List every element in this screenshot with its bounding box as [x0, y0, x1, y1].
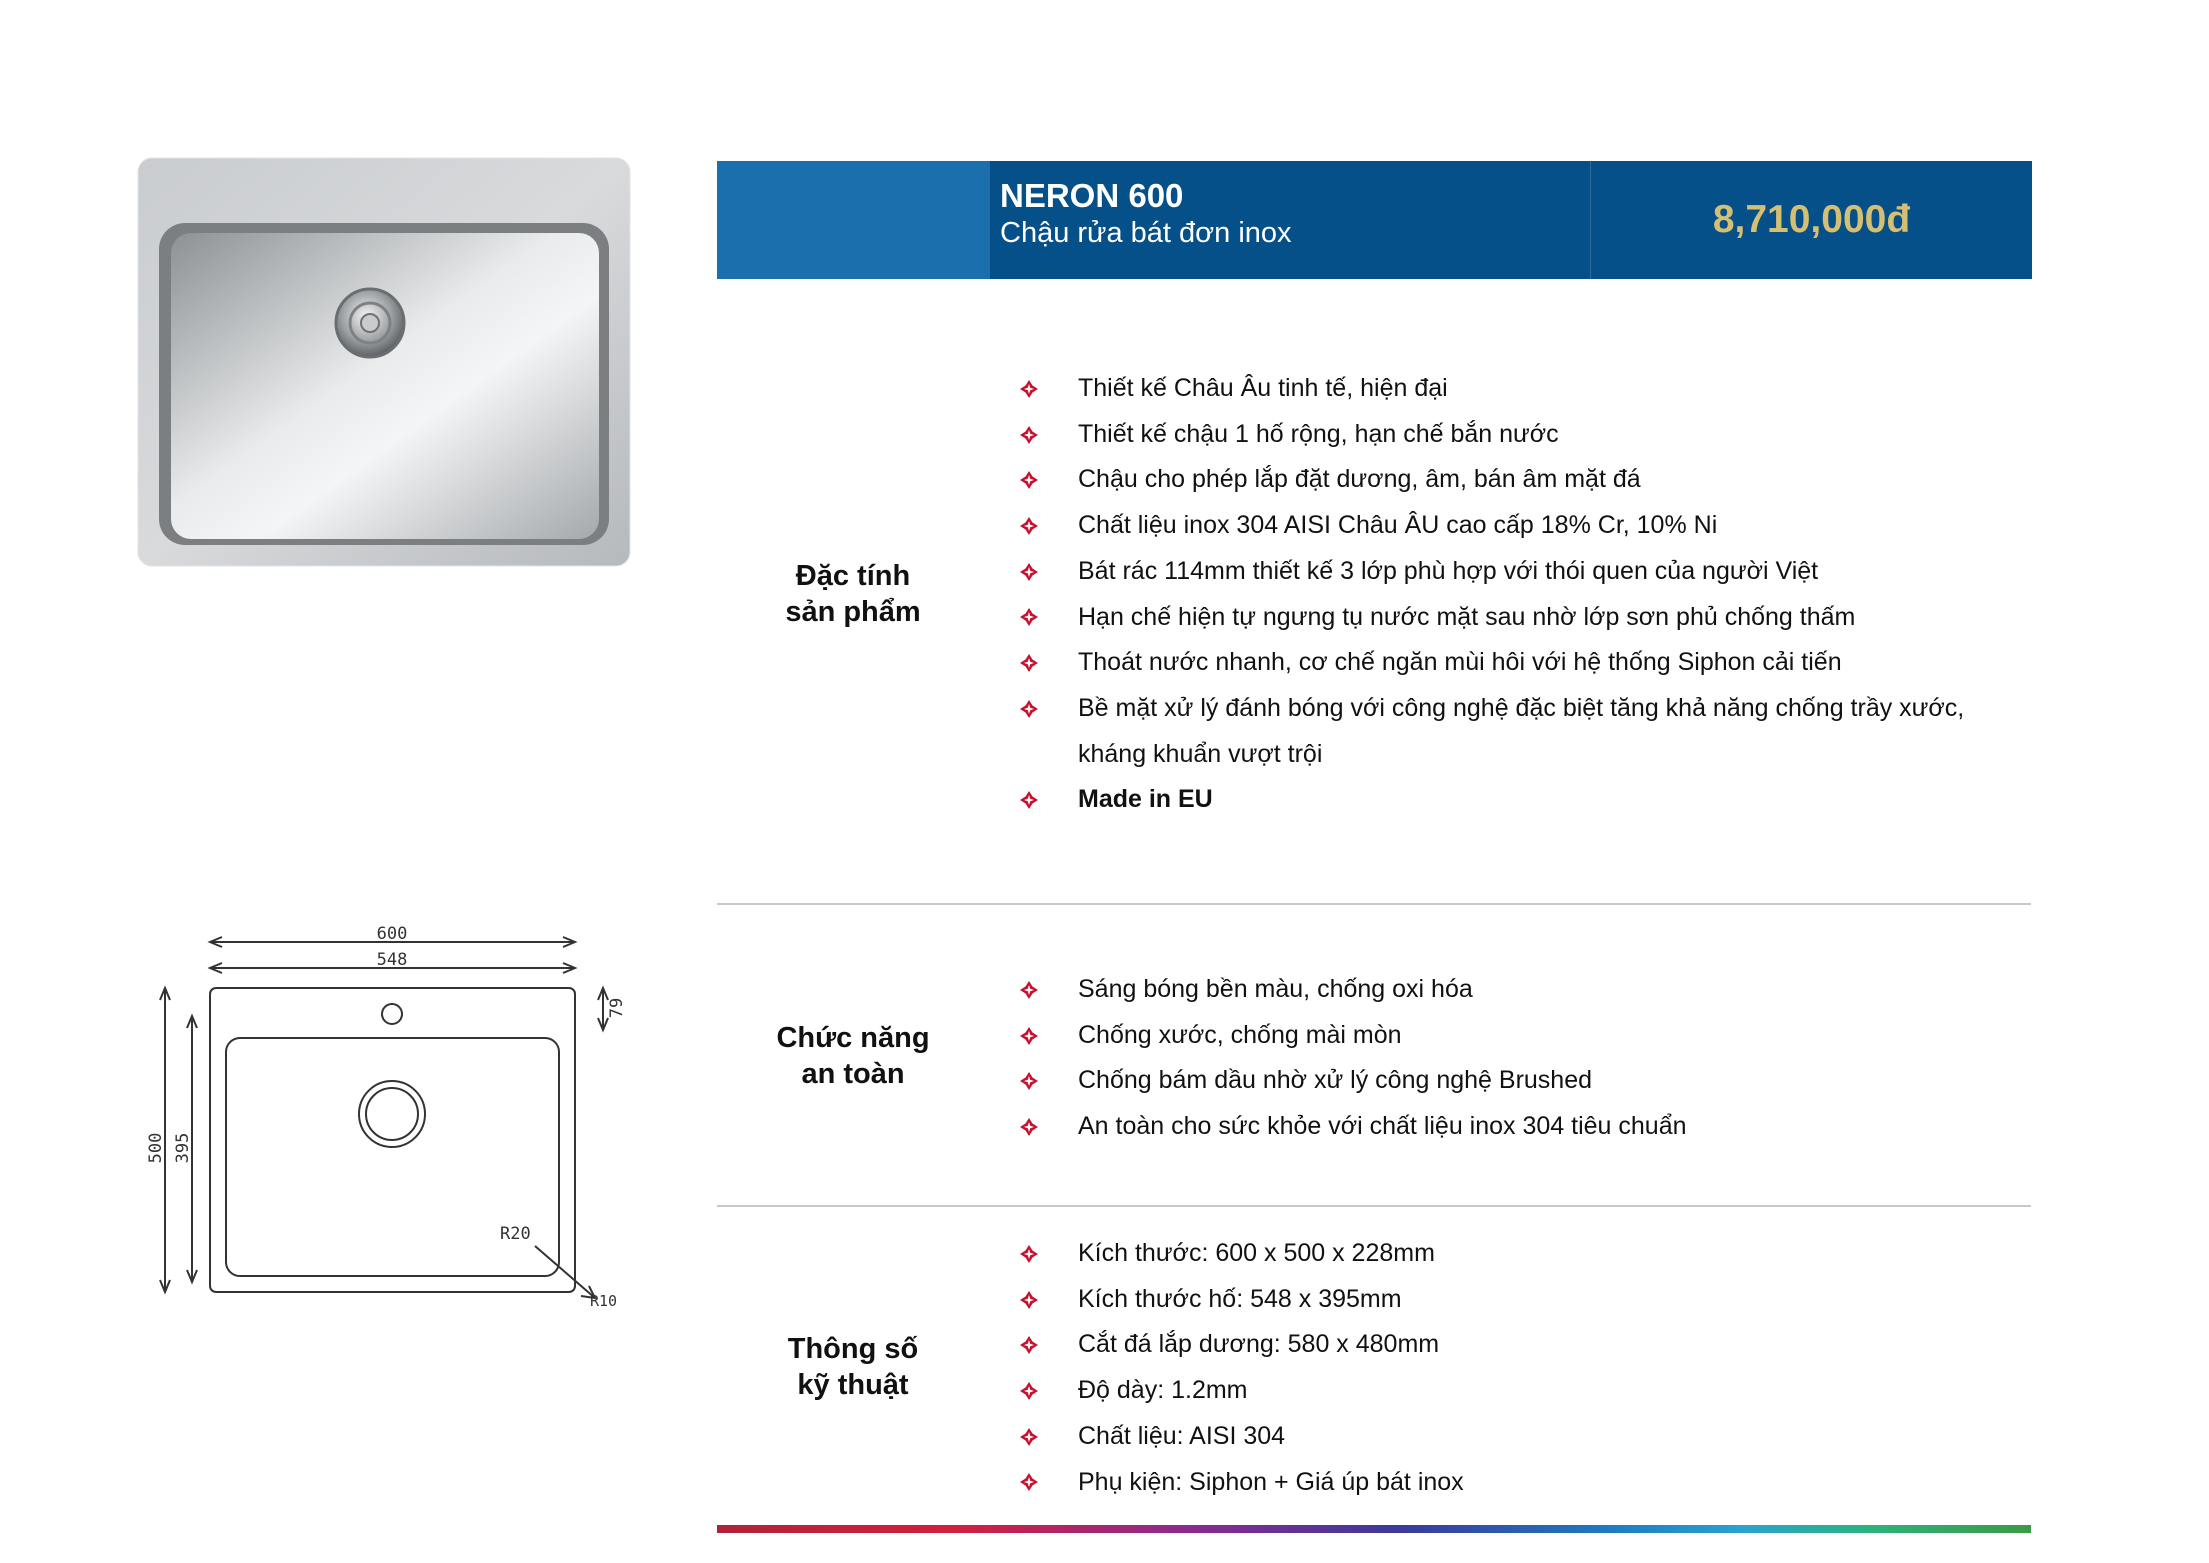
list-item: [1016, 412, 1964, 458]
list-item-text: Cắt đá lắp dương: 580 x 480mm: [1078, 1330, 1440, 1359]
model-name: NERON 600: [1000, 177, 1184, 214]
diamond-bullet-icon: [1016, 366, 1042, 412]
section-label-line: Đặc tính: [795, 560, 911, 592]
list-item: [1016, 1013, 1687, 1059]
diamond-bullet-icon: [1016, 1104, 1042, 1150]
list-item: [1016, 1277, 1464, 1323]
section-label-features: [718, 558, 988, 630]
list-item-text: Hạn chế hiện tự ngưng tụ nước mặt sau nhờ lớp sơn phủ chống thấm: [1078, 602, 1856, 631]
dimension-label: 79: [607, 997, 627, 1019]
section-label-line: Thông số: [787, 1333, 919, 1365]
diamond-bullet-icon: [1016, 1460, 1042, 1506]
list-item-text: Bề mặt xử lý đánh bóng với công nghệ đặc biệt tăng khả năng chống trầy xước,: [1078, 693, 1965, 722]
header-title-block: [990, 161, 1590, 279]
list-item-continuation: kháng khuẩn vượt trội: [1078, 739, 1323, 768]
diamond-bullet-icon: [1016, 595, 1042, 641]
sink-photo-image: [137, 157, 631, 567]
section-label-line: sản phẩm: [785, 596, 921, 628]
diamond-bullet-icon: [1016, 503, 1042, 549]
section-label-safety: [718, 1020, 988, 1092]
section-divider: [717, 903, 2031, 905]
diamond-bullet-icon: [1016, 1322, 1042, 1368]
diamond-bullet-icon: [1016, 1013, 1042, 1059]
model-subtitle: Chậu rửa bát đơn inox: [1000, 217, 1292, 249]
list-item: [1016, 503, 1964, 549]
header-accent-block: [717, 161, 990, 279]
diamond-bullet-icon: [1016, 412, 1042, 458]
diamond-bullet-icon: [1016, 1414, 1042, 1460]
list-item: [1016, 1058, 1687, 1104]
list-item-text: Bát rác 114mm thiết kế 3 lớp phù hợp với thói quen của người Việt: [1078, 556, 1819, 585]
dimension-label: R20: [500, 1224, 531, 1244]
list-item: [1016, 1460, 1464, 1506]
list-item-text: Thoát nước nhanh, cơ chế ngăn mùi hôi với hệ thống Siphon cải tiến: [1078, 648, 1842, 677]
list-item-text: Phụ kiện: Siphon + Giá úp bát inox: [1078, 1467, 1464, 1496]
list-item-text: Chống xước, chống mài mòn: [1078, 1020, 1402, 1049]
list-item-text: Chất liệu: AISI 304: [1078, 1421, 1286, 1450]
product-header-bar: [717, 161, 2031, 279]
section-label-line: an toàn: [801, 1058, 905, 1090]
list-item-text: Kích thước hố: 548 x 395mm: [1078, 1284, 1402, 1313]
footer-color-bar: [717, 1525, 2031, 1533]
dimension-label: R10: [590, 1292, 618, 1310]
header-price-block: [1590, 161, 2032, 279]
list-item: [1016, 1104, 1687, 1150]
product-photo: [137, 157, 631, 567]
list-item-text: Chống bám dầu nhờ xử lý công nghệ Brushed: [1078, 1066, 1593, 1095]
diamond-bullet-icon: [1016, 457, 1042, 503]
specs-list: [1016, 1231, 1464, 1505]
price: 8,710,000đ: [1712, 198, 1911, 241]
diamond-bullet-icon: [1016, 1058, 1042, 1104]
list-item-text: Thiết kế Châu Âu tinh tế, hiện đại: [1078, 374, 1448, 402]
list-item: [1016, 366, 1964, 412]
list-item: [1016, 457, 1964, 503]
list-item-text: Chất liệu inox 304 AISI Châu ÂU cao cấp 18% Cr, 10% Ni: [1078, 511, 1718, 540]
diamond-bullet-icon: [1016, 640, 1042, 686]
dimension-label: 395: [173, 1132, 193, 1164]
safety-list: [1016, 967, 1687, 1150]
list-item: [1016, 1414, 1464, 1460]
diamond-bullet-icon: [1016, 777, 1042, 823]
diamond-bullet-icon: [1016, 1277, 1042, 1323]
list-item: [1016, 967, 1687, 1013]
dimension-label: 500: [146, 1132, 166, 1164]
diamond-bullet-icon: [1016, 686, 1042, 732]
section-divider: [717, 1205, 2031, 1207]
list-item: [1016, 686, 1964, 732]
dimension-label: 600: [376, 924, 408, 944]
list-item-text: Made in EU: [1078, 785, 1213, 814]
list-item: [1016, 777, 1964, 823]
dimension-drawing-svg: [140, 920, 630, 1320]
section-label-line: Chức năng: [776, 1022, 930, 1054]
diamond-bullet-icon: [1016, 1231, 1042, 1277]
dimension-label: 548: [376, 950, 408, 970]
section-label-specs: [718, 1331, 988, 1403]
diamond-bullet-icon: [1016, 549, 1042, 595]
list-item: [1016, 640, 1964, 686]
feature-list: [1016, 366, 1964, 823]
diamond-bullet-icon: [1016, 967, 1042, 1013]
list-item-text: Chậu cho phép lắp đặt dương, âm, bán âm mặt đá: [1078, 465, 1641, 494]
section-label-line: kỹ thuật: [797, 1369, 909, 1401]
list-item-text: Thiết kế chậu 1 hố rộng, hạn chế bắn nước: [1078, 419, 1559, 448]
list-item-text: Kích thước: 600 x 500 x 228mm: [1078, 1239, 1435, 1267]
list-item: [1016, 1231, 1464, 1277]
list-item-text: Sáng bóng bền màu, chống oxi hóa: [1078, 975, 1473, 1003]
list-item: [1016, 549, 1964, 595]
list-item-text: An toàn cho sức khỏe với chất liệu inox 304 tiêu chuẩn: [1078, 1112, 1687, 1141]
list-item-text: Độ dày: 1.2mm: [1078, 1376, 1248, 1405]
technical-drawing: [140, 920, 630, 1320]
list-item: [1016, 1322, 1464, 1368]
diamond-bullet-icon: [1016, 1368, 1042, 1414]
list-item: [1016, 1368, 1464, 1414]
list-item: [1016, 595, 1964, 641]
